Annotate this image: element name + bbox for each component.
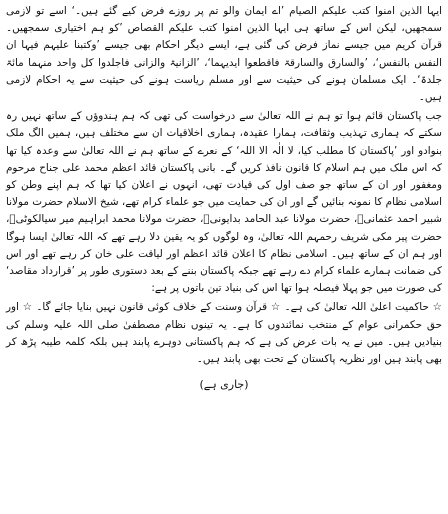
- paragraph-3: ☆ حاکمیت اعلیٰ اللہ تعالیٰ کی ہے۔ ☆ قرآن وسنت کے خلاف کوئی قانون نہیں بنایا جائے گا۔ ☆ اور حق حکمرانی عوام کے منتخب نمائندوں کا ہے۔ یہ تینوں نظام مصطفیٰ صلی اللہ علیہ وسلم کی بنیادیں ہیں۔ میں نے یہ بات عرض کی ہے کہ ہم پاکستانی دوہرے پابند ہیں بلکہ کلمہ طیبہ پڑھ کر بھی پابند ہیں اور نظریہ پاکستان کے تحت بھی پابند ہیں۔: [6, 301, 442, 366]
- paragraph-2: جب پاکستان قائم ہوا تو ہم نے اللہ تعالیٰ سے درخواست کی تھی کہ ہم ہندوؤں کے ساتھ نہیں رہ سکتے کہ ہماری تہذیب وثقافت، ہمارا عقیدہ، ہماری اخلاقیات ان سے مختلف ہیں، ہمیں الگ ملک بنوادو اور ’پاکستان کا مطلب کیا، لا الٰہ الا اللہ‘ کے نعرے کے ساتھ ہم نے اللہ تعالیٰ سے وعدہ کیا تھا کہ اس ملک میں ہم اسلام کا قانون نافذ کریں گے۔ بانی پاکستان قائد اعظم محمد علی جناح مرحوم ومغفور اور ان کے ساتھ جو صف اول کی قیادت تھی، انہوں نے اعلان کیا تھا کہ ہم اپنے وطن کو اسلامی نظام کا نمونہ بنائیں گے اور ان کی حمایت میں جو علماء کرام تھے، شیخ الاسلام حضرت مولانا شبیر احمد عثمانیؒ، حضرت مولانا عبد الحامد بدایونیؒ، حضرت مولانا محمد ابراہیم میر سیالکوٹیؒ، حضرت پیر مکی شریف رحمہم اللہ تعالیٰ، وہ لوگوں کو یہ یقین دلا رہے تھے کہ اللہ تعالیٰ ایسا ہوگا اور ہم ان کے ساتھ ہیں۔ اسلامی نظام کا اعلان قائد اعظم اور لیاقت علی خان کر رہے تھے اور اس کی ضمانت ہمارے علماء کرام دے رہے تھے جبکہ پاکستان بننے کے بعد دستوری طور پر ’قرارداد مقاصد‘ کی صورت میں جو پہلا فیصلہ ہوا تھا اس کی بنیاد تین باتوں پر ہے:: [6, 110, 442, 295]
- paragraph-1: ایہا الذین امنوا کتب علیکم الصیام ’اے ایمان والو تم پر روزے فرض کیے گئے ہیں۔‘ اسے تو لازمی سمجھیں، لیکن اس کے ساتھ ہی ایہا الذین امنوا کتب علیکم القصاص ’کو ہم اختیاری سمجھیں۔ قرآن کریم میں جیسے نماز فرض کی گئی ہے، ایسے دیگر احکام بھی جیسے ’وکتبنا علیہم فیہا ان النفس بالنفس‘، ’والسارق والسارقۃ فاقطعوا ایدیہما‘، ’الزانیۃ والزانی فاجلدوا کل واحد منہما مائۃ جلدۃ‘۔ ایک مسلمان ہونے کی حیثیت سے اور مسلم ریاست ہونے کی حیثیت سے یہ احکام لازمی ہیں۔: [6, 5, 442, 104]
- continued-note: (جاری ہے): [199, 378, 249, 392]
